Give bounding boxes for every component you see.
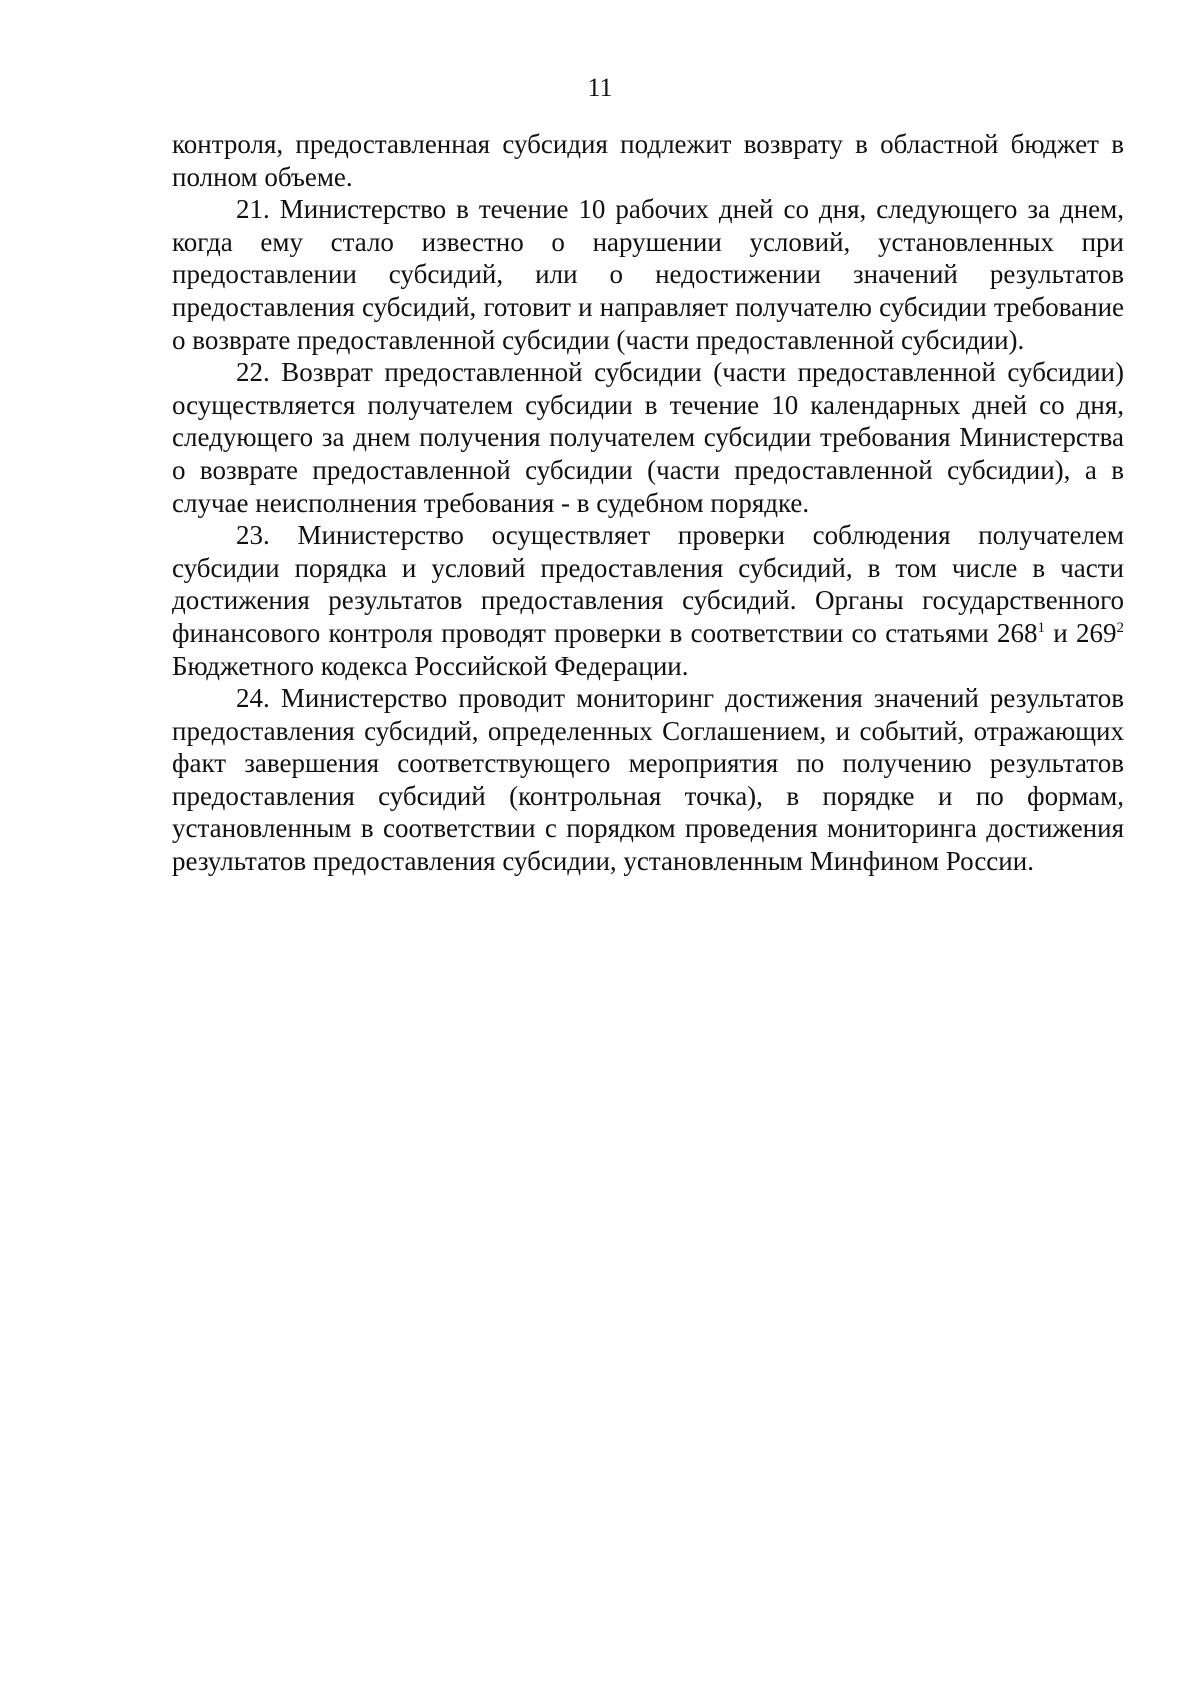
article-269-number: 269: [1076, 617, 1117, 648]
paragraph-23-text-start: 23. Министерство осуществляет проверки соблюдения получателем субсидии порядка и условий предоставления субсидий, в том числе в части достижения результатов предоставления субсидий. Органы государственного финансового контроля проводят проверки в соответствии со статьями: [172, 520, 1124, 648]
document-body: [172, 128, 1124, 878]
paragraph-21: 21. Министерство в течение 10 рабочих дней со дня, следующего за днем, когда ему стало известно о нарушении условий, установленных при предоставлении субсидий, или о недостижении значений результатов предоставления субсидий, готовит и направляет получателю субсидии требование о возврате предоставленной субсидии (части предоставленной субсидии).: [172, 194, 1124, 355]
page-number: 11: [587, 73, 613, 102]
article-269-superscript: 2: [1116, 619, 1124, 636]
paragraph-continuation: контроля, предоставленная субсидия подлежит возврату в областной бюджет в полном объеме.: [172, 129, 1124, 192]
article-268-reference: [997, 618, 1045, 648]
article-268-superscript: 1: [1037, 619, 1045, 636]
paragraph-24: 24. Министерство проводит мониторинг достижения значений результатов предоставления субсидий, определенных Соглашением, и событий, отражающих факт завершения соответствующего мероприятия по получению результатов предоставления субсидий (контрольная точка), в порядке и по формам, установленным в соответствии с порядком проведения мониторинга достижения результатов предоставления субсидии, установленным Минфином России.: [172, 683, 1124, 877]
article-connector: и: [1044, 617, 1076, 648]
paragraph-22: 22. Возврат предоставленной субсидии (части предоставленной субсидии) осуществляется получателем субсидии в течение 10 календарных дней со дня, следующего за днем получения получателем субсидии требования Министерства о возврате предоставленной субсидии (части предоставленной субсидии), а в случае неисполнения требования - в судебном порядке.: [172, 357, 1124, 518]
article-268-number: 268: [996, 617, 1038, 648]
article-269-reference: [1076, 618, 1124, 648]
paragraph-23: [172, 519, 1124, 682]
paragraph-23-text-end: Бюджетного кодекса Российской Федерации.: [172, 650, 689, 681]
